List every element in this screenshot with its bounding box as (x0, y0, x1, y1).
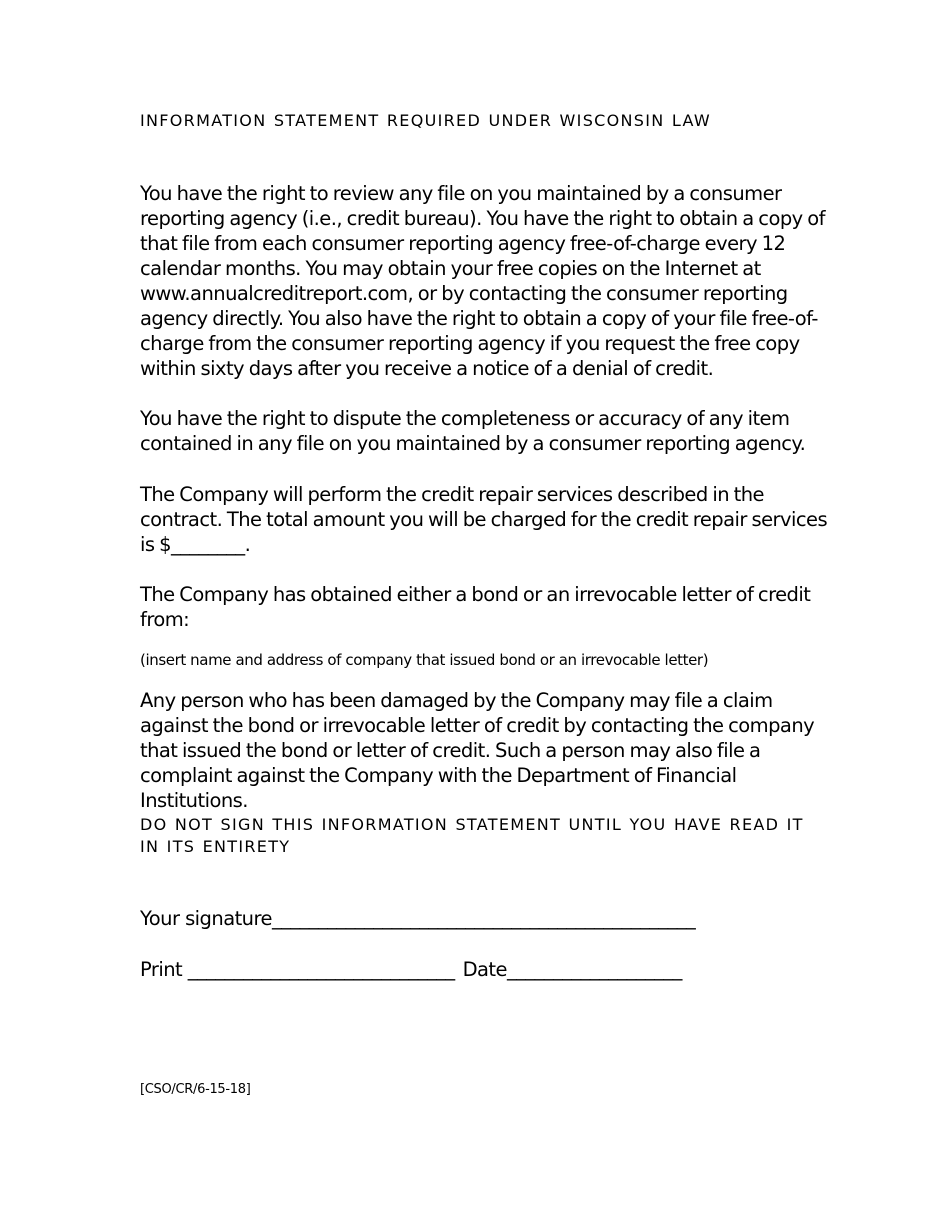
form-code: [CSO/CR/6-15-18] (140, 1082, 251, 1097)
print-date-row (140, 957, 830, 982)
print-name-field[interactable]: Print _____________________________ (140, 958, 455, 981)
paragraph-claim: Any person who has been damaged by the Company may file a claim against the bond or irrevocable letter of credit by contacting the company that issued the bond or letter of credit. Such a person may also file a complaint against the Company with the Department of Financial Institutions. (140, 689, 815, 812)
paragraph-consumer-rights: You have the right to review any file on you maintained by a consumer reporting agency (i.e., credit bureau). You have the right to obtain a copy of that file from each consumer reporting agency free-of-charge every 12 calendar months. You may obtain your free copies on the Internet at www.annualcreditreport.com, or by contacting the consumer reporting agency directly. You also have the right to obtain a copy of your file free-of-charge from the consumer reporting agency if you request the free copy within sixty days after you receive a notice of a denial of credit. (140, 182, 825, 380)
paragraph-dispute-rights: You have the right to dispute the completeness or accuracy of any item contained in any file on you maintained by a consumer reporting agency. (140, 407, 806, 455)
insert-note: (insert name and address of company that issued bond or an irrevocable letter) (140, 651, 709, 669)
signing-warning: DO NOT SIGN THIS INFORMATION STATEMENT UNTIL YOU HAVE READ IT IN ITS ENTIRETY (140, 815, 804, 856)
paragraph-services-charge: The Company will perform the credit repair services described in the contract. The total amount you will be charged for the credit repair services is $________. (140, 483, 828, 556)
date-field[interactable]: Date___________________ (462, 958, 682, 981)
signature-field[interactable]: Your signature______________________________________________ (140, 907, 696, 930)
document-title: INFORMATION STATEMENT REQUIRED UNDER WISCONSIN LAW (140, 111, 711, 130)
paragraph-bond: The Company has obtained either a bond or an irrevocable letter of credit from: (140, 583, 811, 631)
